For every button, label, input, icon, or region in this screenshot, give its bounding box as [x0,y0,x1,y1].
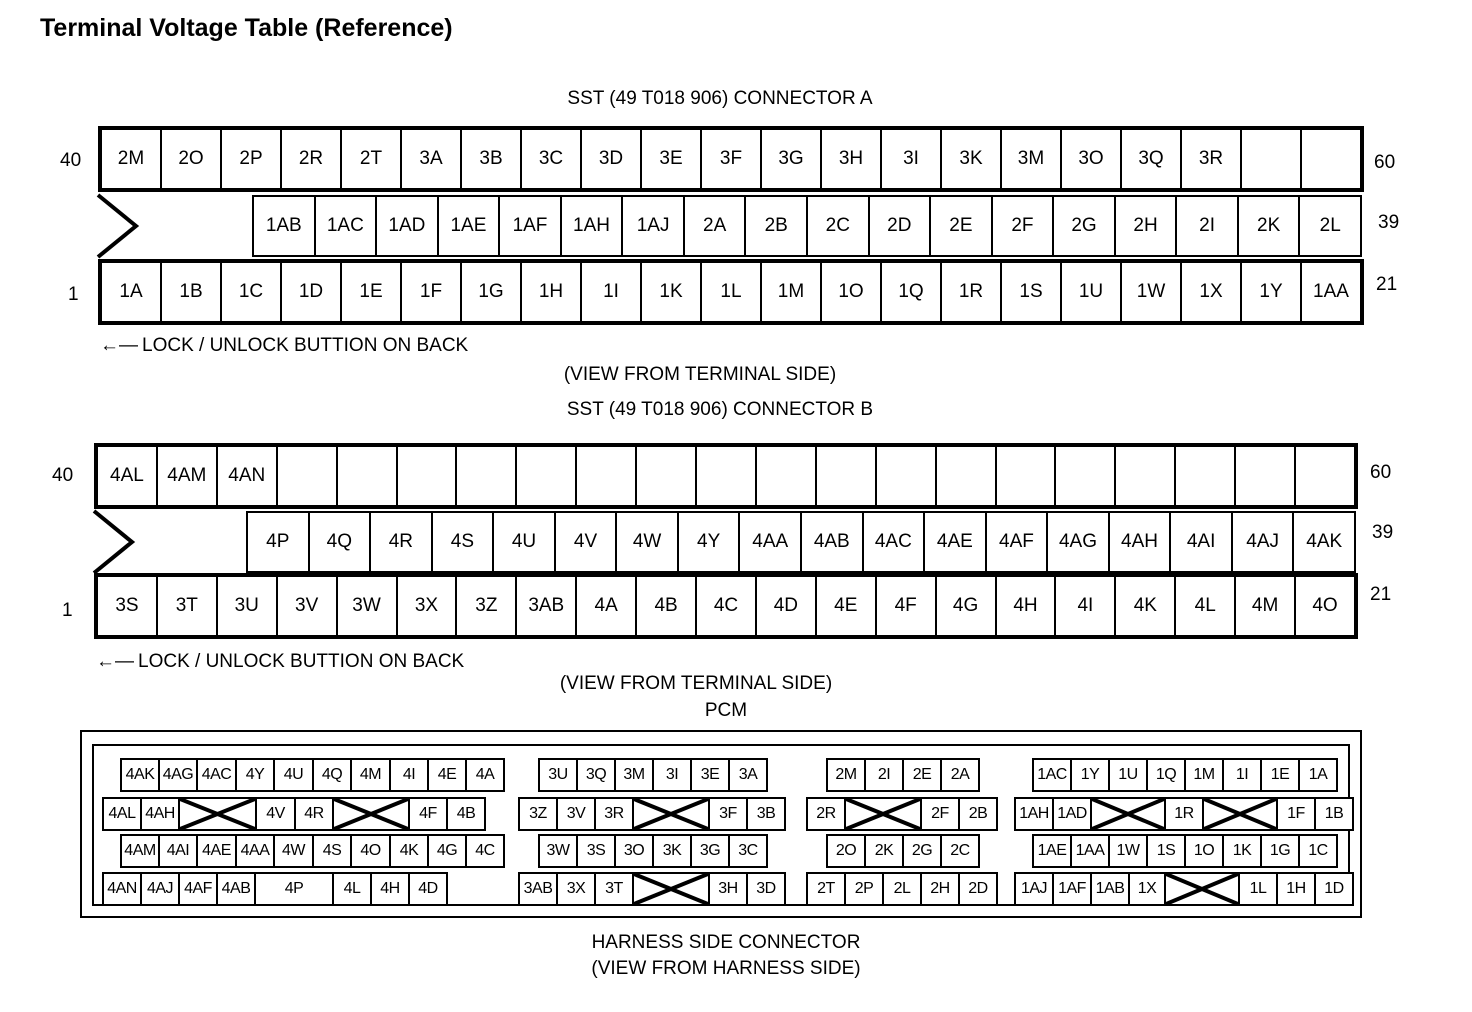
harness-terminal-cell: 1Y [1070,758,1110,792]
terminal-cell: 3K [940,128,1002,190]
harness-terminal-cell: 1H [1276,872,1316,906]
harness-terminal-cell: 1M [1184,758,1224,792]
harness-terminal-cell: 1AD [1052,797,1092,831]
connector-b-title: SST (49 T018 906) CONNECTOR B [566,399,874,420]
terminal-cell: 1AF [498,195,562,257]
harness-terminal-cell: 2R [806,797,846,831]
connector-a-pin-60-label: 60 [1374,152,1396,173]
terminal-cell: 4AF [985,511,1049,573]
terminal-cell: 3E [640,128,702,190]
terminal-cell: 1G [460,261,522,323]
harness-terminal-cell: 1AA [1070,834,1110,868]
terminal-cell: 1AC [314,195,378,257]
harness-terminal-cell: 1F [1276,797,1316,831]
terminal-cell: 4B [635,575,697,637]
connector-a-pin-1-label: 1 [68,284,79,305]
connector-a-lock-note [100,335,468,357]
terminal-cell: 1AH [560,195,624,257]
harness-terminal-cell: 4I [389,758,429,792]
harness-terminal-cell: 3A [728,758,768,792]
harness-terminal-cell: 4AC [196,758,237,792]
cross-icon [1092,799,1164,829]
harness-terminal-cell: 1AF [1052,872,1092,906]
terminal-cell: 3Z [455,575,517,637]
terminal-cell: 3T [156,575,218,637]
harness-terminal-cell: 3W [538,834,578,868]
terminal-cell: 3G [760,128,822,190]
terminal-cell: 4R [369,511,433,573]
harness-terminal-cell: 3S [576,834,616,868]
terminal-cell: 4W [615,511,679,573]
terminal-cell: 3C [520,128,582,190]
blank-cavity-cross [632,872,710,906]
harness-terminal-cell: 3Z [518,797,558,831]
harness-terminal-cell: 2K [864,834,904,868]
terminal-cell: 2G [1052,195,1116,257]
harness-terminal-cell: 1G [1260,834,1300,868]
terminal-cell: 3X [396,575,458,637]
harness-terminal-cell: 3R [594,797,634,831]
terminal-cell: 4AH [1108,511,1172,573]
terminal-cell: 4A [575,575,637,637]
arrow-left-icon: ←— [96,651,134,672]
harness-terminal-cell: 1E [1260,758,1300,792]
connector-a-lock-label: LOCK / UNLOCK BUTTION ON BACK [142,335,469,356]
terminal-cell: 4G [935,575,997,637]
blank-cavity-cross [632,797,710,831]
page-title: Terminal Voltage Table (Reference) [40,14,453,42]
terminal-cell: 1X [1180,261,1242,323]
terminal-cell: 2L [1298,195,1362,257]
blank-cavity-cross [1090,797,1166,831]
terminal-cell: 1AA [1300,261,1362,323]
harness-terminal-cell: 2A [940,758,980,792]
terminal-cell: 2A [683,195,747,257]
harness-terminal-cell: 1W [1108,834,1148,868]
terminal-cell: 4AI [1169,511,1233,573]
cross-icon [846,799,920,829]
harness-terminal-cell: 4B [446,797,486,831]
terminal-cell: 1O [820,261,882,323]
connector-b-lock-label: LOCK / UNLOCK BUTTION ON BACK [138,651,465,672]
terminal-cell: 4U [492,511,556,573]
terminal-cell: 3S [96,575,158,637]
terminal-cell: 3R [1180,128,1242,190]
harness-terminal-cell: 1D [1314,872,1354,906]
harness-terminal-cell: 1AJ [1014,872,1054,906]
harness-terminal-cell: 1I [1222,758,1262,792]
harness-terminal-cell: 4C [465,834,505,868]
terminal-cell: 4AA [738,511,802,573]
connector-b-pin-40-label: 40 [52,465,74,486]
pcm-title: PCM [704,700,748,721]
harness-terminal-cell: 4Y [235,758,275,792]
harness-terminal-cell: 4R [294,797,334,831]
arrow-left-icon: ←— [100,335,138,356]
harness-terminal-cell: 2M [826,758,866,792]
harness-terminal-cell: 1Q [1146,758,1186,792]
connector-a-pin-39-label: 39 [1378,212,1400,233]
terminal-cell: 4Y [677,511,741,573]
terminal-cell: 1Y [1240,261,1302,323]
harness-terminal-cell: 3Q [576,758,616,792]
harness-terminal-cell: 2G [902,834,942,868]
terminal-cell: 2I [1175,195,1239,257]
harness-terminal-cell: 2L [882,872,922,906]
terminal-cell: 1F [400,261,462,323]
connector-key-notch [96,193,146,261]
harness-terminal-cell: 4AN [102,872,142,906]
connector-top-frame [98,126,1364,192]
terminal-cell: 2M [100,128,162,190]
harness-terminal-cell: 4D [408,872,448,906]
harness-terminal-cell: 1R [1164,797,1204,831]
harness-terminal-cell: 1AC [1032,758,1072,792]
harness-terminal-cell: 2O [826,834,866,868]
terminal-cell: 4AC [862,511,926,573]
terminal-cell: 1M [760,261,822,323]
harness-terminal-cell: 4AJ [140,872,180,906]
connector-key-notch [92,509,142,577]
cross-icon [634,799,708,829]
harness-terminal-cell: 1U [1108,758,1148,792]
harness-terminal-cell: 3M [614,758,654,792]
terminal-cell: 4AL [96,445,158,507]
harness-terminal-cell: 3C [728,834,768,868]
terminal-cell: 2C [806,195,870,257]
terminal-cell: 1S [1000,261,1062,323]
harness-terminal-cell: 3F [708,797,748,831]
connector-b-pin-21-label: 21 [1370,584,1392,605]
harness-terminal-cell: 4AB [216,872,256,906]
terminal-cell: 3M [1000,128,1062,190]
terminal-cell: 1Q [880,261,942,323]
harness-terminal-cell: 3K [652,834,692,868]
harness-terminal-cell: 3U [538,758,578,792]
cross-icon [1166,874,1238,904]
terminal-cell: 1H [520,261,582,323]
terminal-cell: 2E [929,195,993,257]
terminal-cell: 3W [336,575,398,637]
terminal-cell: 3Q [1120,128,1182,190]
terminal-cell: 4C [695,575,757,637]
harness-terminal-cell: 4V [255,797,296,831]
connector-b-pin-39-label: 39 [1372,522,1394,543]
harness-terminal-cell: 4AH [140,797,180,831]
terminal-cell: 4AJ [1231,511,1295,573]
connector-bottom-frame [98,259,1364,325]
terminal-cell: 4S [431,511,495,573]
terminal-cell: 4AG [1046,511,1110,573]
pcm-footer-line2: (VIEW FROM HARNESS SIDE) [591,958,861,979]
harness-terminal-cell: 3H [708,872,748,906]
harness-terminal-cell: 2C [940,834,980,868]
terminal-cell: 4L [1174,575,1236,637]
harness-terminal-cell: 3O [614,834,654,868]
harness-terminal-cell: 4AM [120,834,160,868]
harness-terminal-cell: 1B [1314,797,1354,831]
terminal-cell: 3A [400,128,462,190]
terminal-cell: 3D [580,128,642,190]
terminal-cell: 3O [1060,128,1122,190]
harness-terminal-cell: 1A [1298,758,1338,792]
connector-b-pin-1-label: 1 [62,600,73,621]
terminal-cell: 4AN [216,445,278,507]
terminal-cell: 1W [1120,261,1182,323]
terminal-cell: 4I [1054,575,1116,637]
connector-a-title: SST (49 T018 906) CONNECTOR A [567,88,873,109]
connector-b-lock-note [96,651,464,673]
cross-icon [180,799,255,829]
harness-terminal-cell: 2B [958,797,998,831]
terminal-cell: 4O [1294,575,1356,637]
harness-terminal-cell: 1O [1184,834,1224,868]
harness-terminal-cell: 1X [1128,872,1166,906]
terminal-cell: 3AB [515,575,577,637]
connector-b-view-label: (VIEW FROM TERMINAL SIDE) [559,673,833,694]
harness-terminal-cell: 2D [958,872,998,906]
harness-terminal-cell: 4F [408,797,448,831]
terminal-cell: 1K [640,261,702,323]
harness-terminal-cell: 3D [746,872,786,906]
harness-terminal-cell: 4H [370,872,410,906]
terminal-cell: 2D [868,195,932,257]
terminal-cell: 1B [160,261,222,323]
harness-terminal-cell: 4AK [120,758,160,792]
terminal-cell: 3H [820,128,882,190]
terminal-cell: 4F [875,575,937,637]
harness-terminal-cell: 4AA [235,834,275,868]
harness-terminal-cell: 4W [273,834,314,868]
harness-terminal-cell: 4AL [102,797,142,831]
harness-terminal-cell: 4AE [196,834,237,868]
harness-terminal-cell: 1K [1222,834,1262,868]
terminal-cell: 2H [1114,195,1178,257]
terminal-cell: 2F [991,195,1055,257]
harness-terminal-cell: 4L [332,872,372,906]
terminal-cell: 1A [100,261,162,323]
terminal-cell: 4D [755,575,817,637]
harness-terminal-cell: 3I [652,758,692,792]
harness-terminal-cell: 3T [594,872,634,906]
terminal-cell: 2R [280,128,342,190]
harness-terminal-cell: 3G [690,834,730,868]
terminal-cell: 1E [340,261,402,323]
harness-terminal-cell: 2H [920,872,960,906]
harness-terminal-cell: 4AI [158,834,198,868]
harness-terminal-cell: 4K [389,834,429,868]
terminal-cell: 4H [995,575,1057,637]
blank-cavity-cross [178,797,257,831]
terminal-cell: 1D [280,261,342,323]
terminal-cell: 4E [815,575,877,637]
harness-terminal-cell: 4Q [312,758,352,792]
harness-terminal-cell: 4AF [178,872,218,906]
harness-terminal-cell: 4M [350,758,391,792]
terminal-cell: 1U [1060,261,1122,323]
terminal-cell: 1AE [437,195,501,257]
terminal-cell: 4P [246,511,310,573]
terminal-cell: 2O [160,128,222,190]
terminal-cell: 1I [580,261,642,323]
harness-terminal-cell: 2I [864,758,904,792]
harness-terminal-cell: 2E [902,758,942,792]
terminal-cell: 1C [220,261,282,323]
harness-terminal-cell: 1S [1146,834,1186,868]
harness-terminal-cell: 4AG [158,758,198,792]
harness-terminal-cell: 1C [1298,834,1338,868]
harness-terminal-cell: 3V [556,797,596,831]
terminal-cell: 1R [940,261,1002,323]
harness-terminal-cell: 1L [1238,872,1278,906]
connector-top-frame [94,443,1358,509]
terminal-cell: 4K [1114,575,1176,637]
harness-terminal-cell: 3AB [518,872,558,906]
harness-terminal-cell: 4U [273,758,314,792]
harness-terminal-cell: 2T [806,872,846,906]
harness-terminal-cell: 3X [556,872,596,906]
harness-terminal-cell: 2P [844,872,884,906]
terminal-cell: 4AK [1292,511,1356,573]
blank-cavity-cross [1164,872,1240,906]
connector-b-pin-60-label: 60 [1370,462,1392,483]
pcm-footer-line1: HARNESS SIDE CONNECTOR [591,932,861,953]
harness-terminal-cell: 3E [690,758,730,792]
harness-terminal-cell: 4A [465,758,505,792]
cross-icon [334,799,408,829]
connector-a-view-label: (VIEW FROM TERMINAL SIDE) [563,364,837,385]
harness-terminal-cell: 4P [254,872,334,906]
harness-terminal-cell: 1AB [1090,872,1130,906]
terminal-cell: 4AE [923,511,987,573]
harness-terminal-cell: 4G [427,834,467,868]
terminal-cell: 2P [220,128,282,190]
terminal-cell: 4M [1234,575,1296,637]
harness-terminal-cell: 1AE [1032,834,1072,868]
terminal-cell: 4Q [308,511,372,573]
connector-a-pin-21-label: 21 [1376,274,1398,295]
harness-terminal-cell: 4S [312,834,352,868]
blank-cavity-cross [844,797,922,831]
harness-terminal-cell: 4E [427,758,467,792]
harness-terminal-cell: 2F [920,797,960,831]
cross-icon [1204,799,1276,829]
terminal-cell: 4AB [800,511,864,573]
terminal-cell: 3V [276,575,338,637]
harness-terminal-cell: 3B [746,797,786,831]
blank-cavity-cross [1202,797,1278,831]
terminal-cell: 3I [880,128,942,190]
blank-cavity-cross [332,797,410,831]
terminal-cell: 1AB [252,195,316,257]
cross-icon [634,874,708,904]
terminal-cell: 1L [700,261,762,323]
terminal-cell: 3B [460,128,522,190]
terminal-cell: 3F [700,128,762,190]
terminal-cell: 2K [1237,195,1301,257]
terminal-cell: 3U [216,575,278,637]
terminal-cell: 4V [554,511,618,573]
terminal-cell: 2B [744,195,808,257]
terminal-cell: 2T [340,128,402,190]
connector-bottom-frame [94,573,1358,639]
terminal-cell: 1AJ [621,195,685,257]
connector-a-pin-40-label: 40 [60,150,82,171]
harness-terminal-cell: 4O [350,834,391,868]
terminal-cell: 4AM [156,445,218,507]
terminal-cell: 1AD [375,195,439,257]
harness-terminal-cell: 1AH [1014,797,1054,831]
